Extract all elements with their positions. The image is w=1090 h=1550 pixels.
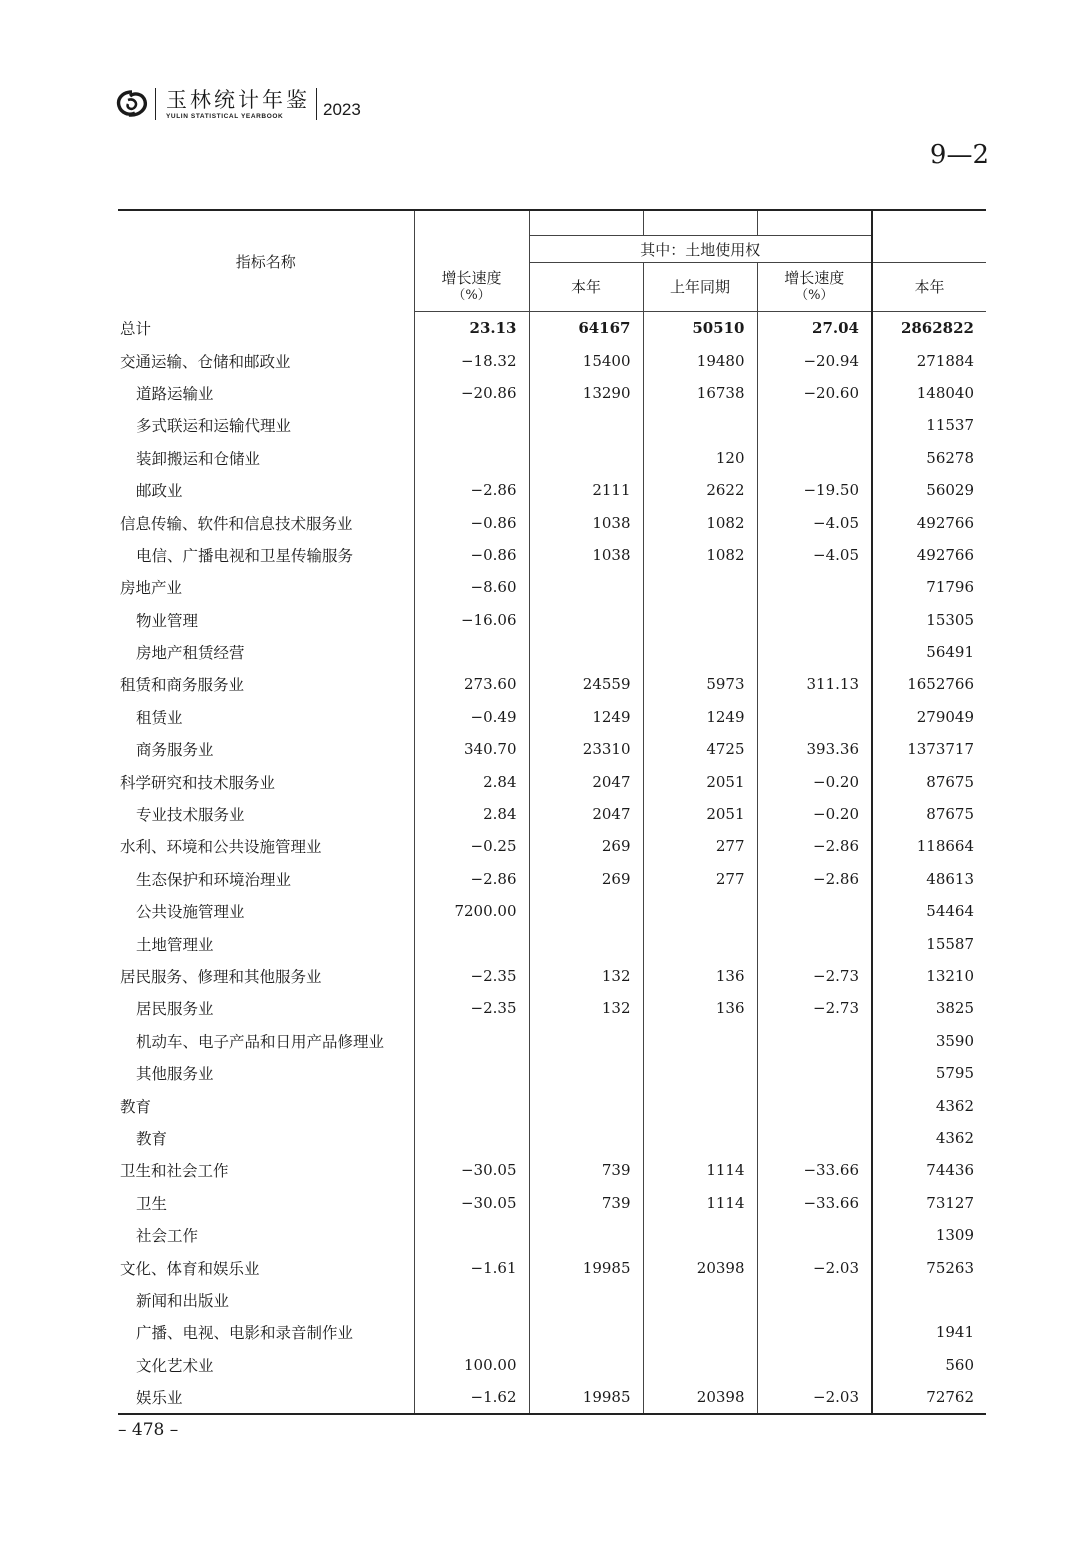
table-row: 生态保护和环境治理业 −2.86 269 277 −2.86 48613	[118, 863, 986, 895]
yearbook-title-cn: 玉林统计年鉴	[166, 87, 310, 112]
table-row: 水利、环境和公共设施管理业 −0.25 269 277 −2.86 118664	[118, 830, 986, 862]
table-row: 社会工作 1309	[118, 1219, 986, 1251]
header-indicator: 指标名称	[118, 210, 414, 312]
header-growth-rate: 增长速度 （%）	[414, 263, 529, 312]
table-row: 信息传输、软件和信息技术服务业 −0.86 1038 1082 −4.05 492766	[118, 506, 986, 538]
table-row: 公共设施管理业 7200.00 54464	[118, 895, 986, 927]
statistics-table	[118, 209, 986, 1415]
table-id: 9—2	[929, 140, 989, 170]
table-row: 其他服务业 5795	[118, 1057, 986, 1089]
table-row: 专业技术服务业 2.84 2047 2051 −0.20 87675	[118, 798, 986, 830]
table-row: 多式联运和运输代理业 11537	[118, 409, 986, 441]
table-row: 房地产业 −8.60 71796	[118, 571, 986, 603]
header-land-growth-rate: 增长速度 （%）	[757, 263, 872, 312]
table-row: 租赁和商务服务业 273.60 24559 5973 311.13 1652766	[118, 668, 986, 700]
table-row: 交通运输、仓储和邮政业 −18.32 15400 19480 −20.94 271884	[118, 344, 986, 376]
table-row: 新闻和出版业	[118, 1284, 986, 1316]
header-divider	[316, 88, 317, 120]
table-row: 教育 4362	[118, 1122, 986, 1154]
table-row: 卫生和社会工作 −30.05 739 1114 −33.66 74436	[118, 1154, 986, 1186]
yearbook-title-en: YULIN STATISTICAL YEARBOOK	[166, 112, 284, 120]
table-row: 租赁业 −0.49 1249 1249 279049	[118, 701, 986, 733]
table-row: 装卸搬运和仓储业 120 56278	[118, 442, 986, 474]
table-row: 广播、电视、电影和录音制作业 1941	[118, 1316, 986, 1348]
table-row: 居民服务业 −2.35 132 136 −2.73 3825	[118, 992, 986, 1024]
table-row: 土地管理业 15587	[118, 927, 986, 959]
table-row: 居民服务、修理和其他服务业 −2.35 132 136 −2.73 13210	[118, 960, 986, 992]
table-row: 商务服务业 340.70 23310 4725 393.36 1373717	[118, 733, 986, 765]
table-row: 教育 4362	[118, 1089, 986, 1121]
table-row: 科学研究和技术服务业 2.84 2047 2051 −0.20 87675	[118, 765, 986, 797]
header-divider	[155, 88, 156, 120]
table-row: 文化艺术业 100.00 560	[118, 1349, 986, 1381]
page-number: – 478 –	[118, 1420, 179, 1440]
header-this-year: 本年	[529, 263, 643, 312]
yearbook-logo-icon	[115, 89, 149, 119]
yearbook-header	[115, 86, 361, 122]
header-last-col-this-year: 本年	[872, 263, 986, 312]
table-row-total: 总计 23.13 64167 50510 27.04 2862822	[118, 312, 986, 345]
table-row: 娱乐业 −1.62 19985 20398 −2.03 72762	[118, 1381, 986, 1414]
table-row: 卫生 −30.05 739 1114 −33.66 73127	[118, 1187, 986, 1219]
table-row: 房地产租赁经营 56491	[118, 636, 986, 668]
table-row: 邮政业 −2.86 2111 2622 −19.50 56029	[118, 474, 986, 506]
table-row: 物业管理 −16.06 15305	[118, 604, 986, 636]
table-row: 机动车、电子产品和日用产品修理业 3590	[118, 1025, 986, 1057]
table-row: 文化、体育和娱乐业 −1.61 19985 20398 −2.03 75263	[118, 1251, 986, 1283]
header-land-use-rights: 其中：土地使用权	[529, 236, 872, 263]
yearbook-year: 2023	[323, 100, 361, 119]
table-row: 道路运输业 −20.86 13290 16738 −20.60 148040	[118, 377, 986, 409]
header-last-year: 上年同期	[643, 263, 757, 312]
table-row: 电信、广播电视和卫星传输服务 −0.86 1038 1082 −4.05 492766	[118, 539, 986, 571]
